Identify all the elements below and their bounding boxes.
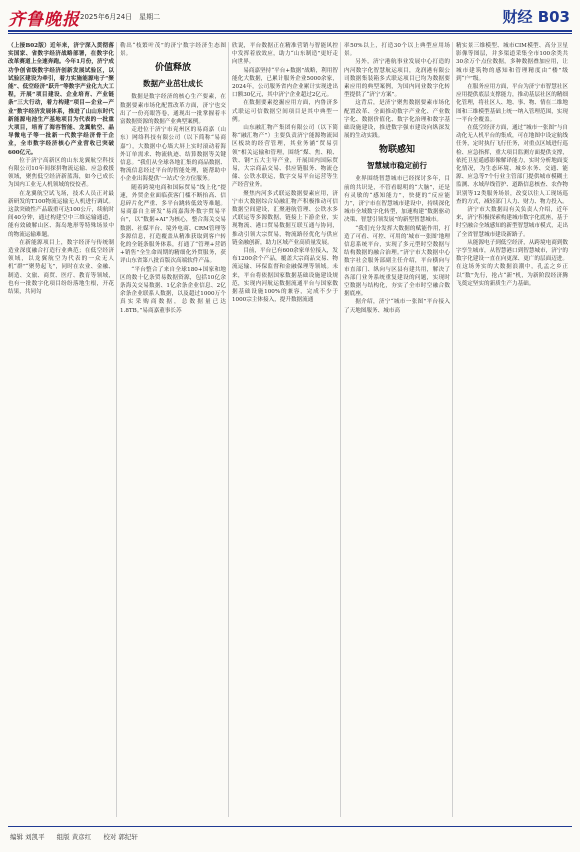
paragraph: 济宁市大数据局有关负责人介绍，近年来，济宁积极探索构建城市数字化底座，基于时空融合全域感知的新型智慧城市模式，走出了全省智慧城市建设新路子。 [456, 207, 568, 238]
column-divider [452, 42, 453, 817]
article-column-1 [8, 42, 114, 296]
paragraph: 易商嘉坚持“平台+数据”战略，利用智能化大数据，已累计服务企业5000余家，2024年，公司服务省内企业累计实现进出口额30亿元，其中济宁企业超过2亿元。 [232, 67, 338, 99]
subheading-value-release: 价值释放 [154, 63, 191, 74]
column-divider [340, 42, 341, 817]
column-divider [228, 42, 229, 817]
paragraph: 从能源电子到低空经济，从跨境电商到数字孪生城市，从智慧港口到智慧城市，济宁的数字化建设一直在向更深、更广的层面迈进。在这场务实的大数据浪潮中，孔孟之乡正以“数”先行，抢占“新”机，为新阶段经济腾飞奠定坚实的新质生产力基础。 [456, 239, 568, 287]
paragraph: 目前，平台已有600余家单位接入，发布1200余个产品，覆盖大宗商品交易、物流运输、环保监督和金融保理等领域。未来，平台将依据国家数据基础设施建设规范，实现内河航运数据流通平台与国家数据基础设施100%的兼容，完成不少于1000宗主体接入，提升数据流通 [232, 248, 338, 304]
paragraph: 勒出“枝繁叶茂”的济宁数字经济生态图景。 [120, 43, 226, 58]
paragraph: （上接B02版）近年来，济宁深入贯彻落实国家、省数字经济战略部署，在数字化改革赛道上全速奔跑。今年1月份，济宁成功争创省级数字经济创新发展试验区，以试验区建设为牵引，着力实施能源电子“聚能”、低空经济“跃升”等数字产业化九大工程，开展“项目建设、企业培育、产业链条”三大行动，着力构建“项目—企业—产业”数字经济发展体系，推进了山山东时代新能源电池生产基地项目为代表的一批重大项目，培育了海容智能、龙翼航空、晶导微电子等一批新一代数字经济骨干企业，全市数字经济核心产业营收已突破600亿元。 [8, 43, 114, 156]
paragraph: 精实景三维模型、城市CIM模型、高分卫星影像等图层，并多渠道采集全市100余类共30余万个点位数据，多种数据叠加应用，让城市建筑物的感知和管理精度由“楼”级到“户”级。 [456, 43, 568, 82]
paragraph: 业界围绕智慧城市已经探讨多年，目前的共识是，不管看聪明的“大脑”，还是有灵敏的“感知能力”，快捷的“反应能力”，济宁市在智慧城市建设中，持续深化城市全域数字化转型，加速构建“数据驱动决策、智慧引领发展”的新型智慧城市。 [344, 176, 450, 224]
editor-credit: 编辑 刘凯平 [10, 833, 45, 841]
proofreader-credit: 校对 郭纪轩 [103, 833, 138, 841]
paragraph: 在服务应用方面，平台为济宁市智慧社区应用提供底层支撑能力，推动基层社区的精细化管理，将社区人、地、事、物、情在二维地图和三维模型基础上统一纳入管理范围，实现一平台全覆盖。 [456, 84, 568, 123]
paragraph: 率50%以上，打造30个以上典型应用场景。 [344, 43, 450, 58]
article-column-2 [120, 42, 226, 315]
paragraph: 欣说，平台数据正在精准营销与智能风控中发挥着放效应，助力“山东制造”更好走向世界。 [232, 43, 338, 66]
section-label: 财经 B03 [502, 8, 570, 26]
paragraph: 数据是数字经济的核心生产要素，在数据要素市场化配置改革方面，济宁也交出了一份亮眼答卷，通现出一批掌握着丰富数据资源的数据产业典型案例。 [120, 94, 226, 126]
subheading-data-industry: 数据产业茁壮成长 [143, 79, 203, 89]
paragraph: 聚焦内河多式联运数据要素应用，济宁市大数据综合局融汇物产积极推动可信数据空间建设，汇聚港航管理、公铁水多式联运等多源数据，链接上下游企业，实现物流、港口贸易数据互联互通与协同，推动引领大宗贸易，物流路径优化与供应链金融创新，助力区域产业高质量发展。 [232, 190, 338, 246]
masthead-rule [8, 30, 572, 32]
paragraph: 随着跨境电商和国际贸易“线上化”提速，外贸企业面临获客门槛不断抬高、信息碎片化严重、多平台跳转低效等难题。易商嘉自主研发“易商嘉海外数字贸易平台”，以“数据+AI”为核心，整合海关交易数据、社媒平台、境外电商、CRM管理等多源信息，打造覆盖从精准获取到客户转化的全链条服务体系，打通了“管理+营销+销售”全生命周期的精细化外贸服务，获评山东省第八批首版次高端软件产品。 [120, 184, 226, 265]
masthead-rule-thin [8, 33, 572, 34]
issue-date: 2025年6月24日 星期二 [80, 13, 161, 21]
paragraph: 在低空经济方面，通过“城市一张图”与自动化无人机平台的集成，可在地图中设定航线任务，定时执行飞行任务，对重点区域进行巡检、应急指挥，重大项目监测方面提供支撑，依托卫星遥感影像解译能力，实时分析地面变化情况，为生态环境、城乡水务、交通、能源、应急等7个行业主管部门提供城市模糊土监测、水域岸线管护、道路信息核查、农作物识别等12类服务场景，改变以往人工现场巡查的方式，减轻部门人力、财力、物力投入。 [456, 125, 569, 205]
paragraph: “我们充分发挥大数据的赋能作用，打造了可看、可控、可用的‘城市一张图’地理信息系统平台，实现了多元型时空数据与结构数据的融合治理。”济宁市大数据中心数字社会服务部副主任介绍，平台横向与市直部门、纵向与区县有建共用，解决了各部门业务系统重复建设的问题，实现时空数据与结构化，夯实了全市时空融合数据底座。 [344, 225, 450, 298]
paragraph: 在龙翼航空试飞场，技术人员正对最新研发的T100物流运输无人机进行调试。这款突破性产品载重可达100公斤，续航时间40分钟，通过构建空中三维运输通道，能有效破解山区、海岛地形等特殊场景中的物流运输难题。 [8, 190, 114, 238]
paragraph: “平台整合了来自全球180+国家和地区的数十亿条贸易数据资源，包括10亿余条海关交易数据、1亿余条企业信息、2亿余条企业联系人数据，以及超过1000万个真实采购商数据，总数据量已达1.8TB。”易商嘉董事长苏 [120, 266, 226, 314]
column-divider [116, 42, 117, 817]
page-footer [10, 832, 148, 841]
masthead [0, 0, 580, 30]
article-column-5 [456, 42, 568, 288]
newspaper-logo: 齐鲁晚报 [8, 10, 80, 30]
designer-credit: 组版 黄彦红 [56, 833, 92, 841]
subheading-smart-city: 智慧城市稳定前行 [367, 161, 427, 171]
paragraph: 据介绍，济宁“城市一张图”平台接入了天地图服务、城市高 [344, 299, 450, 314]
paragraph: 这背后，是济宁聚焦数据要素市场化配置改革、全面推动数字产业化、产业数字化、数据价值化、数字化治理和数字基础设施建设，推进数字强市建设向纵深发展的生动实践。 [344, 100, 450, 140]
paragraph: 在新能源项目上，数字经济与传统制造业深度融合打造行业典范；在低空经济领域，以龙翼航空为代表的一众无人机“群”“聚势起飞”，同时在农业、金融、制造、文旅、商贸、医疗、教育等领域，也有一批数字化项目纷纷落地生根，开花结果，共同勾 [8, 239, 114, 296]
paragraph: 在数据要素挖掘应用方面，内鲁济多式联运可信数据空间项目是其中典型一例。 [232, 100, 338, 123]
paragraph: 位于济宁高新区的山东龙翼航空科技有限公司10年间探拼物流运输、应急救援领域，聚焦低空经济新蓝海，如今已成长为国内工业无人机领域的佼佼者。 [8, 157, 114, 189]
subheading-iot-sensing: 物联感知 [378, 145, 415, 156]
paragraph: 走进位于济宁市兖州区的易商嘉（山东）网络科技有限公司（以下简称“易商嘉”），大数据中心墙大屏上实时滚动着海外订单需求、物流轨迹、结算数据等关键信息。“我们从全球各地汇集的商品数据、物流信息经过平台的智能处理，能帮助中小企业出海提供‘一站式’全方位服务。 [120, 127, 226, 183]
paragraph: 山东融汇物产集团有限公司（以下简称“融汇物产”）主要负责济宁能源物流园区板块的经营管理，其业务涵“贸易引领”相关运输和管理，围绕“煤、焦、粮、铁、钢”五大主导产业，开展国内国际贸易，大宗商品交易、供应链服务、物流仓储、公铁水联运，数字交易平台运营等生产经营业务。 [232, 125, 338, 189]
article-column-3 [232, 42, 338, 305]
article-column-4 [344, 42, 450, 315]
footer-rule [8, 826, 572, 827]
paragraph: 另外，济宁港航事业发展中心打造的内河数字化智慧航运项目，龙润港有限公司数据集装箱多式联运项目已均为数据要素应用的典型案例，为国内同业数字化转型提供了“济宁方案”。 [344, 59, 450, 99]
